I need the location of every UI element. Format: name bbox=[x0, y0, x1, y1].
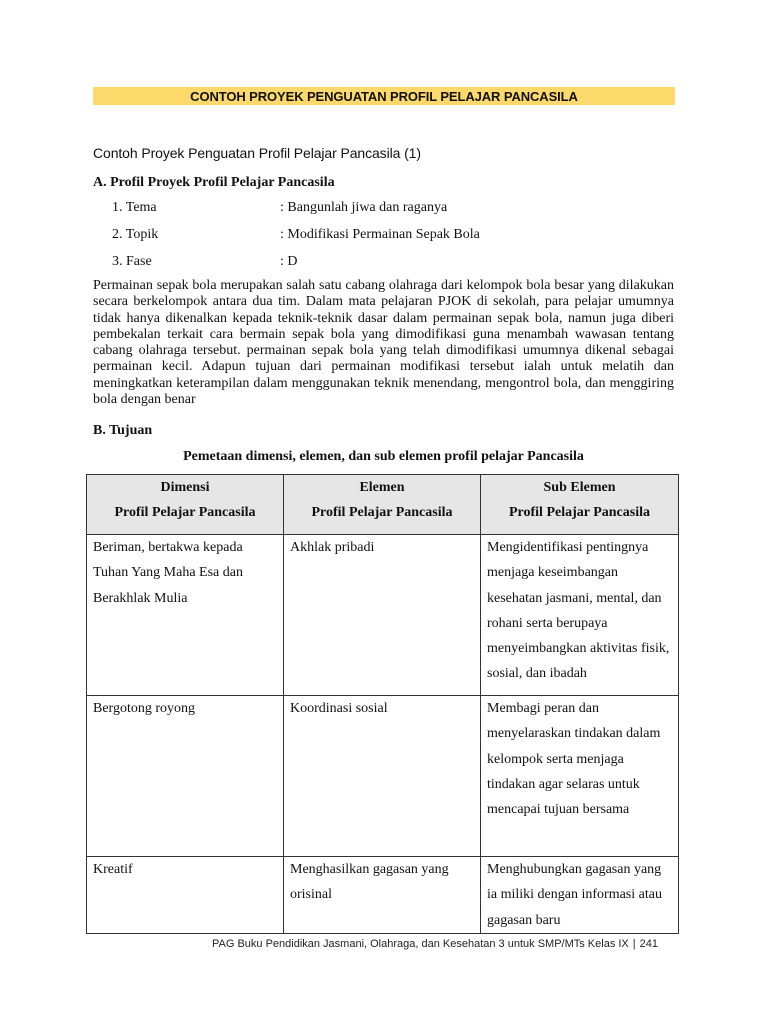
table-cell-dimensi: Kreatif bbox=[87, 857, 284, 934]
table-cell-sub-elemen: Menghubungkan gagasan yang ia miliki dengan informasi atau gagasan baru bbox=[481, 857, 679, 934]
profile-item-fase bbox=[112, 253, 632, 280]
section-b-heading: B. Tujuan bbox=[93, 423, 153, 438]
header-line: Sub Elemen bbox=[543, 480, 616, 495]
table-row bbox=[87, 696, 679, 857]
table-header-row bbox=[87, 475, 679, 535]
profile-list bbox=[112, 199, 632, 280]
header-line: Elemen bbox=[359, 480, 405, 495]
table-cell-sub-elemen: Membagi peran dan menyelaraskan tindakan dalam kelompok serta menjaga tindakan agar selaras untuk mencapai tujuan bersama bbox=[481, 696, 679, 857]
header-sub-elemen bbox=[481, 475, 679, 535]
profile-label: 2. Topik bbox=[112, 227, 159, 242]
header-dimensi bbox=[87, 475, 284, 535]
header-line: Profil Pelajar Pancasila bbox=[114, 505, 256, 520]
profile-item-topik bbox=[112, 226, 632, 253]
profile-mapping-table bbox=[86, 474, 679, 934]
page-number: 241 bbox=[639, 938, 658, 950]
profile-label: 3. Fase bbox=[112, 254, 152, 269]
footer-separator: | bbox=[632, 938, 636, 950]
page-footer bbox=[212, 938, 658, 950]
table-cell-dimensi: Beriman, bertakwa kepada Tuhan Yang Maha Esa dan Berakhlak Mulia bbox=[87, 535, 284, 696]
profile-value: : D bbox=[280, 254, 298, 269]
profile-value: : Modifikasi Permainan Sepak Bola bbox=[280, 227, 480, 242]
table-row bbox=[87, 857, 679, 934]
banner-title: CONTOH PROYEK PENGUATAN PROFIL PELAJAR PANCASILA bbox=[190, 88, 578, 104]
table-caption: Pemetaan dimensi, elemen, dan sub elemen profil pelajar Pancasila bbox=[183, 449, 584, 464]
profile-item-tema bbox=[112, 199, 632, 226]
project-subtitle: Contoh Proyek Penguatan Profil Pelajar Pancasila (1) bbox=[93, 145, 421, 161]
profile-value: : Bangunlah jiwa dan raganya bbox=[280, 200, 448, 215]
table-cell-dimensi: Bergotong royong bbox=[87, 696, 284, 857]
header-line: Profil Pelajar Pancasila bbox=[311, 505, 453, 520]
profile-label: 1. Tema bbox=[112, 200, 157, 215]
table-cell-elemen: Menghasilkan gagasan yang orisinal bbox=[284, 857, 481, 934]
header-elemen bbox=[284, 475, 481, 535]
description-paragraph: Permainan sepak bola merupakan salah satu cabang olahraga dari kelompok bola besar yang dilakukan secara berkelompok antara dua tim. Dalam mata pelajaran PJOK di sekolah, para pelajar umumnya tidak hanya dikenalkan kepada teknik-teknik dasar dalam permainan sepak bola, namun juga diberi pembekalan terkait cara bermain sepak bola yang dimodifikasi guna menambah wawasan tentang cabang olahraga tersebut. permainan sepak bola yang telah dimodifikasi umumnya dikenal sebagai permainan kecil. Adapun tujuan dari permainan modifikasi tersebut ialah untuk melatih dan meningkatkan keterampilan dalam menggunakan teknik menendang, mengontrol bola, dan menggiring bola dengan benar bbox=[93, 278, 674, 408]
header-line: Dimensi bbox=[160, 480, 210, 495]
section-a-heading: A. Profil Proyek Profil Pelajar Pancasila bbox=[93, 175, 335, 190]
table-cell-elemen: Koordinasi sosial bbox=[284, 696, 481, 857]
title-banner bbox=[93, 87, 675, 105]
table-cell-sub-elemen: Mengidentifikasi pentingnya menjaga keseimbangan kesehatan jasmani, mental, dan rohani serta berupaya menyeimbangkan aktivitas fisik, sosial, dan ibadah bbox=[481, 535, 679, 696]
table-row bbox=[87, 535, 679, 696]
table-cell-elemen: Akhlak pribadi bbox=[284, 535, 481, 696]
footer-book-title: PAG Buku Pendidikan Jasmani, Olahraga, dan Kesehatan 3 untuk SMP/MTs Kelas IX bbox=[211, 938, 629, 950]
header-line: Profil Pelajar Pancasila bbox=[508, 505, 650, 520]
